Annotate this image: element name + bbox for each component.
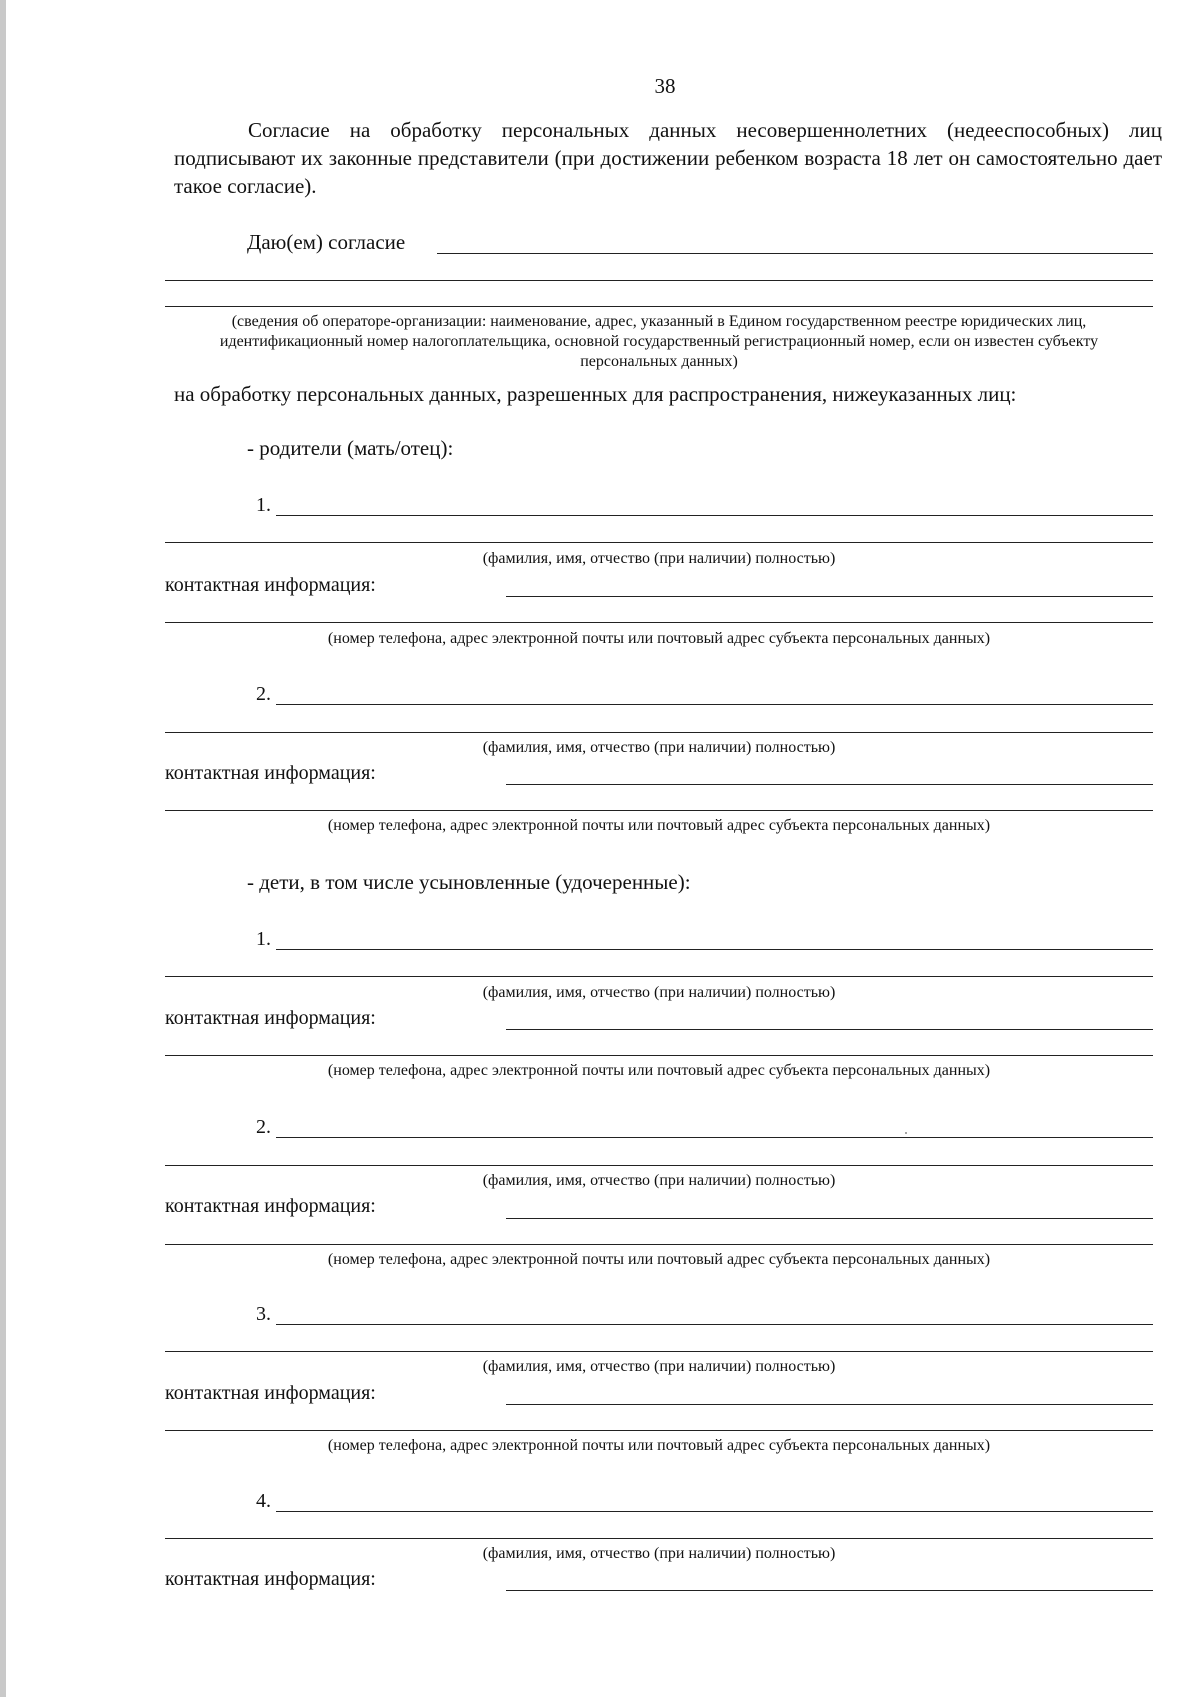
child-1-name-field-2[interactable] [165,976,1153,977]
child-1-contact-field[interactable] [506,1029,1153,1030]
page-number: 38 [654,74,676,98]
child-2-contact-field-2[interactable] [165,1244,1153,1245]
child-3-contact-caption: (номер телефона, адрес электронной почты или почтовый адрес субъекта персональных данных) [327,1437,991,1454]
parent-2-contact-field-2[interactable] [165,810,1153,811]
parent-2-name-field-2[interactable] [165,732,1153,733]
child-2-contact-field[interactable] [506,1218,1153,1219]
child-1-contact-caption: (номер телефона, адрес электронной почты или почтовый адрес субъекта персональных данных) [327,1062,991,1079]
child-1-number: 1. [256,928,271,950]
parent-1-name-caption: (фамилия, имя, отчество (при наличии) полностью) [482,550,836,567]
parent-1-name-field-2[interactable] [165,542,1153,543]
child-4-contact-field[interactable] [506,1590,1153,1591]
consent-field-line[interactable] [437,253,1153,254]
parent-1-contact-field[interactable] [506,596,1153,597]
consent-field-line-2[interactable] [165,280,1153,281]
child-4-name-caption: (фамилия, имя, отчество (при наличии) полностью) [482,1545,836,1562]
parent-2-name-caption: (фамилия, имя, отчество (при наличии) полностью) [482,739,836,756]
parent-2-contact-label: контактная информация: [165,762,376,784]
child-3-contact-label: контактная информация: [165,1382,376,1404]
child-3-name-field[interactable] [276,1324,1153,1325]
child-2-contact-label: контактная информация: [165,1195,376,1217]
child-4-name-field-2[interactable] [165,1538,1153,1539]
operator-caption: (сведения об операторе-организации: наименование, адрес, указанный в Едином государственном реестре юридических лиц, идентификационный номер налогоплательщика, основной государственный регистрационный номер, если он известен субъекту персональных данных) [219,313,1099,370]
parents-heading: - родители (мать/отец): [247,436,454,460]
child-2-contact-caption: (номер телефона, адрес электронной почты или почтовый адрес субъекта персональных данных) [327,1251,991,1268]
child-2-number: 2. [256,1116,271,1138]
parent-1-contact-label: контактная информация: [165,574,376,596]
parent-1-contact-caption: (номер телефона, адрес электронной почты или почтовый адрес субъекта персональных данных) [327,630,991,647]
child-2-name-caption: (фамилия, имя, отчество (при наличии) полностью) [482,1172,836,1189]
parent-2-number: 2. [256,683,271,705]
parent-2-contact-field[interactable] [506,784,1153,785]
child-1-name-caption: (фамилия, имя, отчество (при наличии) полностью) [482,984,836,1001]
purpose-line: на обработку персональных данных, разрешенных для распространения, нижеуказанных лиц: [174,382,1017,406]
page-edge [0,0,6,1697]
parent-1-contact-field-2[interactable] [165,622,1153,623]
child-1-contact-label: контактная информация: [165,1007,376,1029]
parent-2-name-field[interactable] [276,704,1153,705]
child-1-contact-field-2[interactable] [165,1055,1153,1056]
parent-2-contact-caption: (номер телефона, адрес электронной почты или почтовый адрес субъекта персональных данных) [327,817,991,834]
child-2-name-field[interactable] [276,1137,1153,1138]
parent-1-name-field[interactable] [276,515,1153,516]
parent-1-number: 1. [256,494,271,516]
child-3-name-field-2[interactable] [165,1351,1153,1352]
intro-paragraph: Согласие на обработку персональных данных несовершеннолетних (недееспособных) лиц подписывают их законные представители (при достижении ребенком возраста 18 лет он самостоятельно дает такое согласие). [174,118,1162,198]
child-3-name-caption: (фамилия, имя, отчество (при наличии) полностью) [482,1358,836,1375]
child-4-number: 4. [256,1490,271,1512]
child-3-contact-field[interactable] [506,1404,1153,1405]
consent-field-line-3[interactable] [165,306,1153,307]
consent-label: Даю(ем) согласие [247,230,406,254]
children-heading: - дети, в том числе усыновленные (удочеренные): [247,870,691,894]
child-4-contact-label: контактная информация: [165,1568,376,1590]
child-2-name-field-2[interactable] [165,1165,1153,1166]
child-4-name-field[interactable] [276,1511,1153,1512]
child-1-name-field[interactable] [276,949,1153,950]
child-3-contact-field-2[interactable] [165,1430,1153,1431]
child-3-number: 3. [256,1303,271,1325]
scan-speck [905,1132,907,1134]
